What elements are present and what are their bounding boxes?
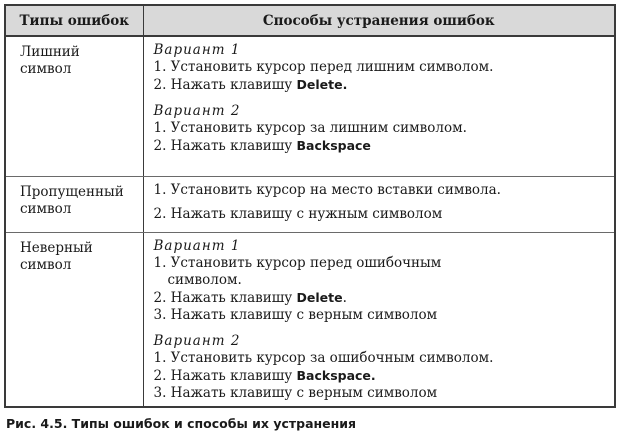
table-row (5, 36, 615, 176)
key-name: Delete (296, 289, 343, 305)
fix-step: 2. Нажать клавишу с нужным символом (153, 205, 443, 222)
variant-title: Вариант 1 (153, 42, 241, 58)
fix-step: 1. Установить курсор за ошибочным символом. (153, 349, 494, 366)
error-type-cell (5, 176, 143, 232)
fix-step: 3. Нажать клавишу с верным символом (153, 384, 438, 401)
error-type-line: символ (20, 61, 72, 77)
header-error-types: Типы ошибок (5, 5, 143, 36)
figure (4, 4, 614, 431)
variant-block (154, 333, 609, 402)
error-type-line: Пропущенный (20, 183, 124, 200)
fix-step (154, 137, 609, 155)
fix-step (154, 76, 609, 94)
error-type-cell (5, 232, 143, 407)
fix-step-text: 1. Установить курсор перед ошибочным (153, 254, 442, 271)
error-type-line: Неверный (20, 239, 93, 256)
fix-step-text: 2. Нажать клавишу (153, 138, 297, 154)
fix-step: 1. Установить курсор на место вставки символа. (153, 181, 501, 198)
fix-step (154, 289, 609, 307)
fix-step-text: 2. Нажать клавишу (153, 77, 297, 93)
variant-block (154, 103, 609, 155)
variant-block (154, 238, 609, 324)
key-name: Backspace (296, 138, 371, 153)
error-type-line: символ (20, 256, 72, 273)
figure-caption: Рис. 4.5. Типы ошибок и способы их устранения (6, 415, 357, 431)
fix-step: 1. Установить курсор за лишним символом. (153, 120, 467, 136)
error-type-line: символ (20, 200, 72, 217)
key-name: Backspace. (296, 367, 376, 383)
header-fix-methods: Способы устранения ошибок (143, 5, 615, 36)
fix-step: 1. Установить курсор перед лишним символом. (153, 59, 494, 75)
error-types-table (4, 4, 616, 408)
table-row (5, 176, 615, 232)
variant-title: Вариант 2 (153, 103, 241, 119)
fix-method-cell (143, 232, 615, 407)
fix-step-text: 2. Нажать клавишу (153, 367, 297, 384)
fix-step: 3. Нажать клавишу с верным символом (153, 306, 438, 323)
table-header-row (5, 5, 615, 36)
variant-title: Вариант 1 (153, 237, 241, 254)
fix-step (154, 367, 609, 385)
fix-method-cell (143, 36, 615, 176)
variant-title: Вариант 2 (153, 332, 241, 349)
fix-step-suffix: . (342, 289, 347, 306)
error-type-cell (5, 36, 143, 176)
key-name: Delete. (296, 77, 348, 92)
variant-block (154, 42, 609, 94)
fix-method-cell (143, 176, 615, 232)
fix-step (154, 255, 609, 289)
fix-step-text: 2. Нажать клавишу (153, 289, 297, 306)
fix-step-continuation: символом. (167, 271, 242, 288)
table-row (5, 232, 615, 407)
error-type-line: Лишний (20, 44, 80, 60)
